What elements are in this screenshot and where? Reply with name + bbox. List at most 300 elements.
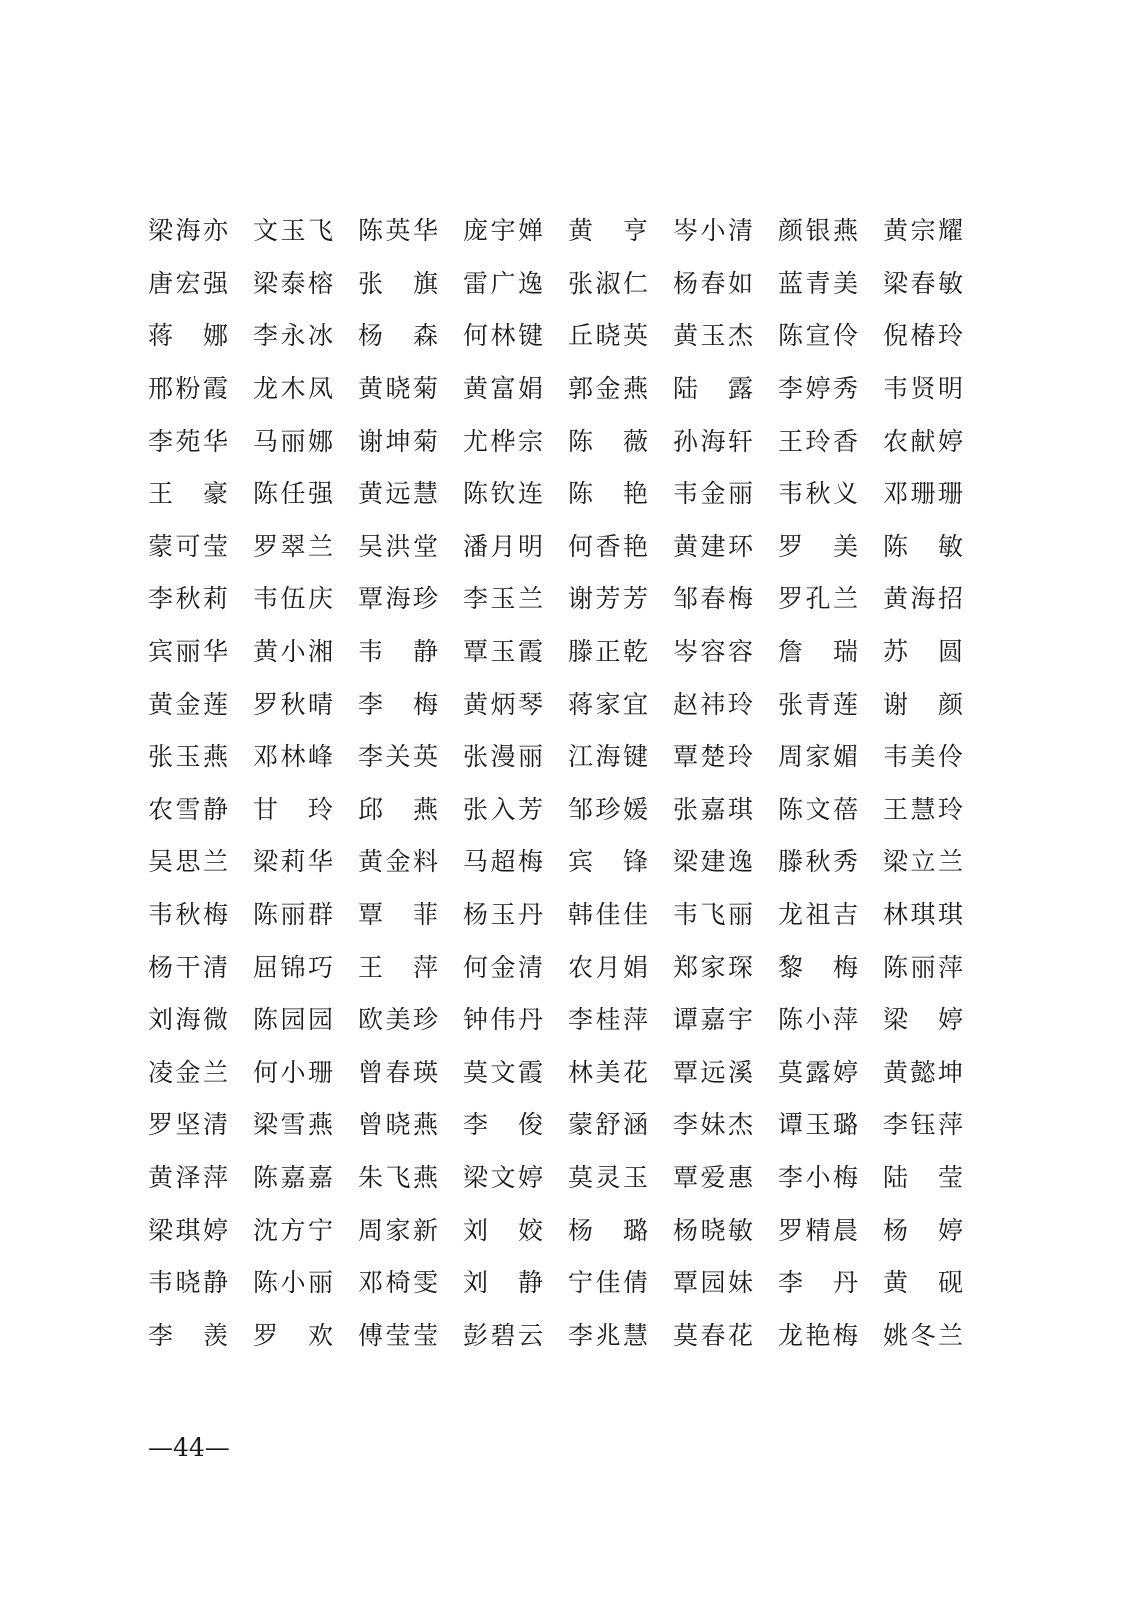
- name-row: [148, 205, 988, 258]
- person-name: 陈英华: [358, 216, 438, 246]
- person-name: 黄富娟: [463, 374, 543, 404]
- name-cell: [253, 847, 358, 877]
- name-cell: [883, 1058, 988, 1088]
- person-name: 李妹杰: [673, 1110, 753, 1140]
- person-name: 蒙可莹: [148, 531, 228, 561]
- person-name: 黄建环: [673, 531, 753, 561]
- person-name: 梁文婷: [463, 1162, 543, 1192]
- person-name: 李玉兰: [463, 584, 543, 614]
- person-name: 黄 砚: [883, 1268, 963, 1298]
- person-name: 滕秋秀: [778, 847, 858, 877]
- person-name: 覃爱惠: [673, 1162, 753, 1192]
- person-name: 覃玉霞: [463, 637, 543, 667]
- name-cell: [358, 321, 463, 351]
- name-cell: [358, 1058, 463, 1088]
- person-name: 甘 玲: [253, 794, 333, 824]
- name-cell: [253, 953, 358, 983]
- person-name: 韦秋义: [778, 479, 858, 509]
- person-name: 莫露婷: [778, 1057, 858, 1087]
- name-row: [148, 521, 988, 574]
- person-name: 李 羡: [148, 1320, 228, 1350]
- name-cell: [148, 1216, 253, 1246]
- name-cell: [253, 1058, 358, 1088]
- person-name: 陈园园: [253, 1005, 333, 1035]
- person-name: 韦伍庆: [253, 584, 333, 614]
- name-cell: [778, 1268, 883, 1298]
- name-cell: [778, 1163, 883, 1193]
- person-name: 苏 圆: [883, 637, 963, 667]
- name-cell: [883, 795, 988, 825]
- person-name: 李永冰: [253, 321, 333, 351]
- person-name: 刘 静: [463, 1268, 543, 1298]
- name-cell: [568, 690, 673, 720]
- name-row: [148, 678, 988, 731]
- person-name: 王玲香: [778, 426, 858, 456]
- name-cell: [463, 1268, 568, 1298]
- person-name: 陆 露: [673, 374, 753, 404]
- name-cell: [673, 374, 778, 404]
- person-name: 朱飞燕: [358, 1162, 438, 1192]
- person-name: 李兆慧: [568, 1320, 648, 1350]
- person-name: 罗翠兰: [253, 531, 333, 561]
- name-cell: [253, 1163, 358, 1193]
- person-name: 邓林峰: [253, 742, 333, 772]
- name-cell: [883, 953, 988, 983]
- name-cell: [253, 269, 358, 299]
- name-cell: [673, 1058, 778, 1088]
- name-cell: [778, 1110, 883, 1140]
- name-cell: [883, 900, 988, 930]
- name-cell: [673, 479, 778, 509]
- person-name: 吴洪堂: [358, 531, 438, 561]
- name-cell: [778, 953, 883, 983]
- person-name: 杨春如: [673, 268, 753, 298]
- person-name: 黄 亨: [568, 216, 648, 246]
- person-name: 何金清: [463, 952, 543, 982]
- name-cell: [673, 216, 778, 246]
- person-name: 吴思兰: [148, 847, 228, 877]
- person-name: 杨干清: [148, 952, 228, 982]
- person-name: 龙木凤: [253, 374, 333, 404]
- name-cell: [883, 637, 988, 667]
- name-cell: [148, 900, 253, 930]
- name-cell: [148, 637, 253, 667]
- name-cell: [463, 1005, 568, 1035]
- person-name: 江海键: [568, 742, 648, 772]
- name-cell: [673, 532, 778, 562]
- name-cell: [463, 321, 568, 351]
- name-cell: [463, 269, 568, 299]
- person-name: 邹珍媛: [568, 794, 648, 824]
- name-cell: [463, 532, 568, 562]
- person-name: 莫文霞: [463, 1057, 543, 1087]
- name-cell: [148, 532, 253, 562]
- name-cell: [253, 584, 358, 614]
- name-list: [148, 205, 988, 1362]
- person-name: 蒙舒涵: [568, 1110, 648, 1140]
- person-name: 谢 颜: [883, 689, 963, 719]
- name-cell: [568, 1163, 673, 1193]
- person-name: 屈锦巧: [253, 952, 333, 982]
- name-cell: [148, 374, 253, 404]
- name-row: [148, 626, 988, 679]
- person-name: 滕正乾: [568, 637, 648, 667]
- person-name: 韦美伶: [883, 742, 963, 772]
- person-name: 罗秋晴: [253, 689, 333, 719]
- name-cell: [883, 269, 988, 299]
- name-cell: [253, 1110, 358, 1140]
- name-cell: [568, 847, 673, 877]
- name-cell: [778, 1321, 883, 1351]
- name-cell: [883, 374, 988, 404]
- name-cell: [253, 532, 358, 562]
- name-row: [148, 889, 988, 942]
- name-cell: [253, 742, 358, 772]
- person-name: 杨 森: [358, 321, 438, 351]
- name-cell: [358, 269, 463, 299]
- name-row: [148, 1099, 988, 1152]
- person-name: 梁莉华: [253, 847, 333, 877]
- person-name: 蓝青美: [778, 268, 858, 298]
- person-name: 杨晓敏: [673, 1215, 753, 1245]
- person-name: 梁 婷: [883, 1005, 963, 1035]
- person-name: 杨玉丹: [463, 900, 543, 930]
- person-name: 黄宗耀: [883, 216, 963, 246]
- person-name: 姚冬兰: [883, 1320, 963, 1350]
- person-name: 何林键: [463, 321, 543, 351]
- name-cell: [883, 690, 988, 720]
- name-cell: [778, 900, 883, 930]
- name-row: [148, 573, 988, 626]
- name-cell: [778, 216, 883, 246]
- person-name: 韦秋梅: [148, 900, 228, 930]
- name-cell: [568, 953, 673, 983]
- name-cell: [148, 1321, 253, 1351]
- name-cell: [463, 584, 568, 614]
- name-row: [148, 468, 988, 521]
- name-cell: [883, 479, 988, 509]
- person-name: 欧美珍: [358, 1005, 438, 1035]
- name-cell: [673, 1216, 778, 1246]
- name-cell: [253, 1216, 358, 1246]
- name-cell: [358, 847, 463, 877]
- person-name: 陈 薇: [568, 426, 648, 456]
- name-cell: [778, 374, 883, 404]
- name-cell: [253, 479, 358, 509]
- person-name: 颜银燕: [778, 216, 858, 246]
- person-name: 谢芳芳: [568, 584, 648, 614]
- person-name: 梁立兰: [883, 847, 963, 877]
- name-cell: [778, 321, 883, 351]
- name-cell: [148, 1163, 253, 1193]
- person-name: 刘海微: [148, 1005, 228, 1035]
- person-name: 陈钦连: [463, 479, 543, 509]
- person-name: 陆 莹: [883, 1162, 963, 1192]
- name-row: [148, 836, 988, 889]
- name-cell: [568, 900, 673, 930]
- person-name: 张青莲: [778, 689, 858, 719]
- name-cell: [568, 1058, 673, 1088]
- name-cell: [148, 584, 253, 614]
- name-cell: [148, 690, 253, 720]
- name-cell: [778, 1216, 883, 1246]
- name-cell: [673, 900, 778, 930]
- person-name: 韦晓静: [148, 1268, 228, 1298]
- person-name: 尤桦宗: [463, 426, 543, 456]
- name-cell: [673, 795, 778, 825]
- person-name: 邱 燕: [358, 794, 438, 824]
- person-name: 丘晓英: [568, 321, 648, 351]
- person-name: 张入芳: [463, 794, 543, 824]
- name-cell: [778, 427, 883, 457]
- name-cell: [778, 847, 883, 877]
- name-cell: [358, 584, 463, 614]
- name-cell: [253, 321, 358, 351]
- name-row: [148, 310, 988, 363]
- name-row: [148, 994, 988, 1047]
- person-name: 黄海招: [883, 584, 963, 614]
- person-name: 黄金莲: [148, 689, 228, 719]
- person-name: 雷广逸: [463, 268, 543, 298]
- person-name: 梁春敏: [883, 268, 963, 298]
- person-name: 文玉飞: [253, 216, 333, 246]
- person-name: 陈丽萍: [883, 952, 963, 982]
- name-row: [148, 1204, 988, 1257]
- person-name: 韩佳佳: [568, 900, 648, 930]
- page-number: —44—: [148, 1433, 230, 1462]
- name-cell: [253, 795, 358, 825]
- name-cell: [673, 1268, 778, 1298]
- person-name: 谭嘉宇: [673, 1005, 753, 1035]
- person-name: 陈丽群: [253, 900, 333, 930]
- person-name: 覃海珍: [358, 584, 438, 614]
- name-cell: [253, 1321, 358, 1351]
- name-cell: [463, 847, 568, 877]
- person-name: 韦金丽: [673, 479, 753, 509]
- name-cell: [883, 1216, 988, 1246]
- person-name: 张玉燕: [148, 742, 228, 772]
- name-cell: [673, 690, 778, 720]
- name-cell: [778, 584, 883, 614]
- person-name: 王慧玲: [883, 794, 963, 824]
- person-name: 刘 姣: [463, 1215, 543, 1245]
- name-cell: [253, 1268, 358, 1298]
- name-cell: [148, 216, 253, 246]
- person-name: 张淑仁: [568, 268, 648, 298]
- person-name: 龙祖吉: [778, 900, 858, 930]
- name-cell: [883, 1268, 988, 1298]
- name-cell: [358, 1216, 463, 1246]
- name-cell: [673, 584, 778, 614]
- name-cell: [568, 479, 673, 509]
- person-name: 傅莹莹: [358, 1320, 438, 1350]
- name-cell: [148, 953, 253, 983]
- person-name: 李 俊: [463, 1110, 543, 1140]
- person-name: 梁海亦: [148, 216, 228, 246]
- name-cell: [568, 269, 673, 299]
- name-cell: [778, 637, 883, 667]
- name-cell: [358, 1110, 463, 1140]
- person-name: 农雪静: [148, 794, 228, 824]
- name-cell: [568, 532, 673, 562]
- name-cell: [778, 1058, 883, 1088]
- person-name: 马超梅: [463, 847, 543, 877]
- name-cell: [463, 1163, 568, 1193]
- person-name: 黄懿坤: [883, 1057, 963, 1087]
- person-name: 林美花: [568, 1057, 648, 1087]
- person-name: 梁泰榕: [253, 268, 333, 298]
- name-cell: [148, 1268, 253, 1298]
- name-cell: [358, 374, 463, 404]
- name-row: [148, 731, 988, 784]
- person-name: 岑容容: [673, 637, 753, 667]
- person-name: 罗精晨: [778, 1215, 858, 1245]
- person-name: 黄玉杰: [673, 321, 753, 351]
- person-name: 黄泽萍: [148, 1162, 228, 1192]
- name-cell: [148, 847, 253, 877]
- name-cell: [358, 1321, 463, 1351]
- person-name: 郑家琛: [673, 952, 753, 982]
- person-name: 邓珊珊: [883, 479, 963, 509]
- person-name: 邢粉霞: [148, 374, 228, 404]
- name-cell: [148, 1005, 253, 1035]
- person-name: 沈方宁: [253, 1215, 333, 1245]
- name-cell: [358, 1268, 463, 1298]
- name-cell: [883, 1321, 988, 1351]
- name-cell: [673, 1005, 778, 1035]
- name-cell: [463, 1058, 568, 1088]
- name-cell: [568, 216, 673, 246]
- person-name: 陈宣伶: [778, 321, 858, 351]
- name-cell: [673, 847, 778, 877]
- person-name: 罗 美: [778, 531, 858, 561]
- name-cell: [358, 637, 463, 667]
- name-cell: [568, 374, 673, 404]
- name-cell: [463, 795, 568, 825]
- name-row: [148, 784, 988, 837]
- person-name: 何小珊: [253, 1057, 333, 1087]
- name-row: [148, 258, 988, 311]
- name-row: [148, 1047, 988, 1100]
- person-name: 宁佳倩: [568, 1268, 648, 1298]
- name-cell: [883, 847, 988, 877]
- person-name: 潘月明: [463, 531, 543, 561]
- name-cell: [148, 269, 253, 299]
- person-name: 李 丹: [778, 1268, 858, 1298]
- name-cell: [568, 1321, 673, 1351]
- name-cell: [148, 321, 253, 351]
- name-cell: [568, 1005, 673, 1035]
- person-name: 韦 静: [358, 637, 438, 667]
- person-name: 韦飞丽: [673, 900, 753, 930]
- person-name: 张嘉琪: [673, 794, 753, 824]
- person-name: 龙艳梅: [778, 1320, 858, 1350]
- person-name: 黄远慧: [358, 479, 438, 509]
- person-name: 李 梅: [358, 689, 438, 719]
- name-cell: [148, 479, 253, 509]
- person-name: 覃 菲: [358, 900, 438, 930]
- name-cell: [463, 427, 568, 457]
- name-cell: [883, 427, 988, 457]
- name-cell: [463, 479, 568, 509]
- name-cell: [568, 427, 673, 457]
- name-cell: [778, 269, 883, 299]
- person-name: 李关英: [358, 742, 438, 772]
- name-cell: [358, 690, 463, 720]
- name-cell: [673, 269, 778, 299]
- name-cell: [673, 321, 778, 351]
- person-name: 罗孔兰: [778, 584, 858, 614]
- person-name: 覃远溪: [673, 1057, 753, 1087]
- person-name: 陈文蓓: [778, 794, 858, 824]
- name-cell: [358, 900, 463, 930]
- name-cell: [463, 1110, 568, 1140]
- person-name: 罗 欢: [253, 1320, 333, 1350]
- name-cell: [358, 479, 463, 509]
- person-name: 蒋家宜: [568, 689, 648, 719]
- name-cell: [568, 742, 673, 772]
- name-cell: [673, 1110, 778, 1140]
- person-name: 庞宇婵: [463, 216, 543, 246]
- person-name: 黎 梅: [778, 952, 858, 982]
- name-cell: [568, 1268, 673, 1298]
- person-name: 陈小萍: [778, 1005, 858, 1035]
- person-name: 唐宏强: [148, 268, 228, 298]
- name-cell: [568, 321, 673, 351]
- person-name: 孙海轩: [673, 426, 753, 456]
- name-cell: [358, 1005, 463, 1035]
- name-cell: [148, 795, 253, 825]
- person-name: 覃楚玲: [673, 742, 753, 772]
- name-cell: [673, 953, 778, 983]
- name-cell: [463, 953, 568, 983]
- name-cell: [883, 1163, 988, 1193]
- name-cell: [253, 427, 358, 457]
- person-name: 李婷秀: [778, 374, 858, 404]
- name-cell: [883, 1110, 988, 1140]
- name-cell: [673, 637, 778, 667]
- person-name: 彭碧云: [463, 1320, 543, 1350]
- name-cell: [358, 953, 463, 983]
- name-cell: [568, 637, 673, 667]
- name-cell: [778, 479, 883, 509]
- person-name: 凌金兰: [148, 1057, 228, 1087]
- person-name: 林琪琪: [883, 900, 963, 930]
- name-cell: [778, 532, 883, 562]
- name-cell: [463, 1321, 568, 1351]
- person-name: 曾春瑛: [358, 1057, 438, 1087]
- name-row: [148, 1257, 988, 1310]
- person-name: 李桂萍: [568, 1005, 648, 1035]
- person-name: 黄晓菊: [358, 374, 438, 404]
- person-name: 郭金燕: [568, 374, 648, 404]
- name-cell: [358, 532, 463, 562]
- name-row: [148, 941, 988, 994]
- name-cell: [463, 690, 568, 720]
- name-cell: [463, 742, 568, 772]
- person-name: 陈任强: [253, 479, 333, 509]
- person-name: 邓椅雯: [358, 1268, 438, 1298]
- person-name: 何香艳: [568, 531, 648, 561]
- person-name: 黄炳琴: [463, 689, 543, 719]
- person-name: 倪椿玲: [883, 321, 963, 351]
- name-cell: [253, 1005, 358, 1035]
- name-cell: [358, 742, 463, 772]
- name-cell: [148, 427, 253, 457]
- name-cell: [148, 1058, 253, 1088]
- name-cell: [463, 216, 568, 246]
- name-cell: [883, 216, 988, 246]
